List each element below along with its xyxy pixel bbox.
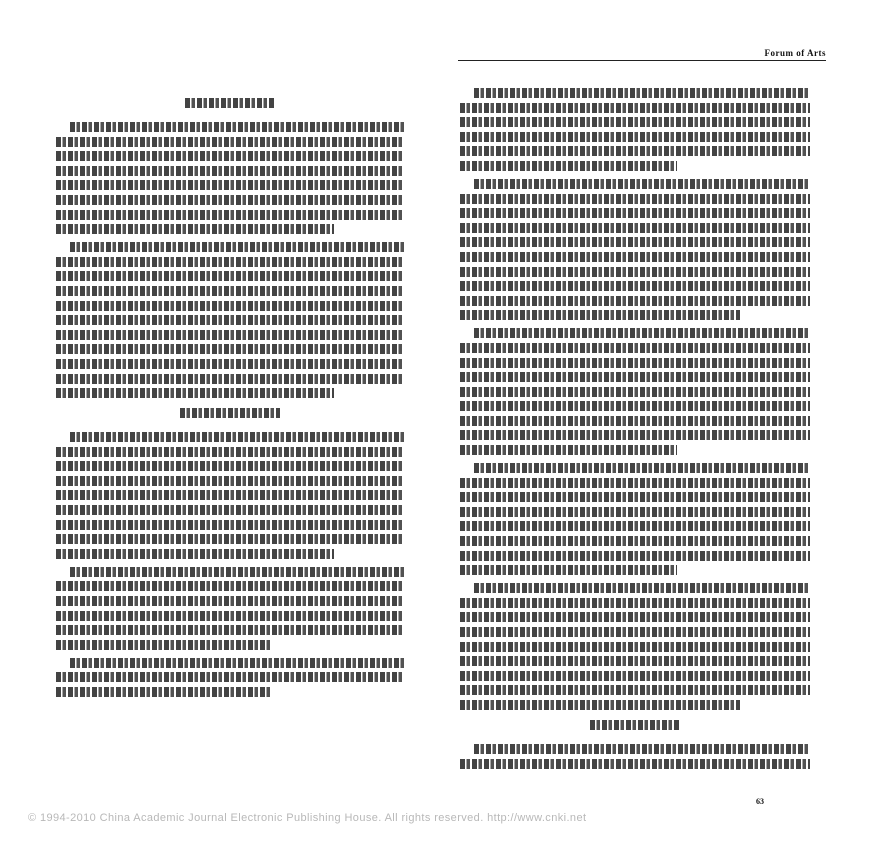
text-line <box>56 687 272 697</box>
text-line <box>460 671 810 681</box>
section-heading-text-placeholder <box>180 408 280 418</box>
text-line <box>460 103 810 113</box>
text-line <box>460 310 740 320</box>
text-line <box>460 656 810 666</box>
text-line <box>56 359 404 369</box>
text-line <box>460 700 740 710</box>
text-line <box>474 744 810 754</box>
right-column <box>460 88 810 777</box>
text-line <box>56 476 404 486</box>
text-line <box>56 490 404 500</box>
text-line <box>56 257 404 267</box>
text-line <box>460 372 810 382</box>
text-line <box>56 388 334 398</box>
section-heading <box>56 408 404 418</box>
text-line <box>460 252 810 262</box>
section-heading <box>56 98 404 108</box>
text-line <box>460 117 810 127</box>
text-line <box>70 658 404 668</box>
text-line <box>56 166 404 176</box>
text-line <box>460 492 810 502</box>
text-line <box>56 534 404 544</box>
text-line <box>56 640 272 650</box>
paragraph <box>56 242 404 398</box>
text-line <box>460 132 810 142</box>
text-line <box>460 237 810 247</box>
header-rule <box>458 60 826 61</box>
section-heading-text-placeholder <box>590 720 680 730</box>
section-heading-text-placeholder <box>185 98 275 108</box>
text-line <box>460 551 810 561</box>
text-line <box>460 759 810 769</box>
text-line <box>460 416 810 426</box>
text-line <box>70 567 404 577</box>
text-line <box>460 445 677 455</box>
journal-header: Forum of Arts <box>764 48 826 58</box>
text-line <box>460 685 810 695</box>
text-line <box>56 315 404 325</box>
text-line <box>460 430 810 440</box>
text-line <box>460 536 810 546</box>
text-line <box>460 161 677 171</box>
text-line <box>474 463 810 473</box>
text-line <box>56 461 404 471</box>
text-line <box>70 122 404 132</box>
text-line <box>56 672 404 682</box>
text-line <box>474 583 810 593</box>
text-line <box>460 281 810 291</box>
text-line <box>460 194 810 204</box>
text-line <box>56 611 404 621</box>
text-line <box>56 374 404 384</box>
text-line <box>460 401 810 411</box>
text-line <box>56 210 404 220</box>
page-number: 63 <box>756 797 764 806</box>
paragraph <box>56 658 404 697</box>
text-line <box>56 180 404 190</box>
text-line <box>460 358 810 368</box>
paragraph <box>460 328 810 455</box>
text-line <box>460 612 810 622</box>
paragraph <box>460 463 810 575</box>
section-heading <box>460 720 810 730</box>
text-line <box>56 520 404 530</box>
text-line <box>474 88 810 98</box>
paragraph <box>56 122 404 234</box>
left-column <box>56 88 404 705</box>
paragraph <box>460 744 810 769</box>
text-line <box>56 137 404 147</box>
text-line <box>56 625 404 635</box>
paragraph <box>56 567 404 650</box>
text-line <box>56 581 404 591</box>
copyright-watermark: © 1994-2010 China Academic Journal Electronic Publishing House. All rights reserved. http://www.cnki.net <box>28 812 587 824</box>
text-line <box>56 286 404 296</box>
text-line <box>460 296 810 306</box>
text-line <box>460 507 810 517</box>
text-line <box>460 208 810 218</box>
text-line <box>56 301 404 311</box>
paragraph <box>460 88 810 171</box>
text-line <box>460 521 810 531</box>
text-line <box>460 565 677 575</box>
text-line <box>56 195 404 205</box>
paragraph <box>56 432 404 559</box>
text-line <box>56 549 334 559</box>
text-line <box>474 179 810 189</box>
text-line <box>460 627 810 637</box>
text-line <box>460 478 810 488</box>
paragraph <box>460 179 810 320</box>
text-line <box>56 271 404 281</box>
text-line <box>460 146 810 156</box>
text-line <box>56 596 404 606</box>
paragraph <box>460 583 810 710</box>
text-line <box>460 267 810 277</box>
text-line <box>70 242 404 252</box>
text-line <box>460 387 810 397</box>
text-line <box>460 598 810 608</box>
text-line <box>70 432 404 442</box>
text-line <box>460 642 810 652</box>
text-line <box>56 330 404 340</box>
text-line <box>460 223 810 233</box>
text-line <box>56 344 404 354</box>
text-line <box>56 224 334 234</box>
text-line <box>56 505 404 515</box>
text-line <box>56 447 404 457</box>
text-line <box>474 328 810 338</box>
text-line <box>56 151 404 161</box>
text-line <box>460 343 810 353</box>
